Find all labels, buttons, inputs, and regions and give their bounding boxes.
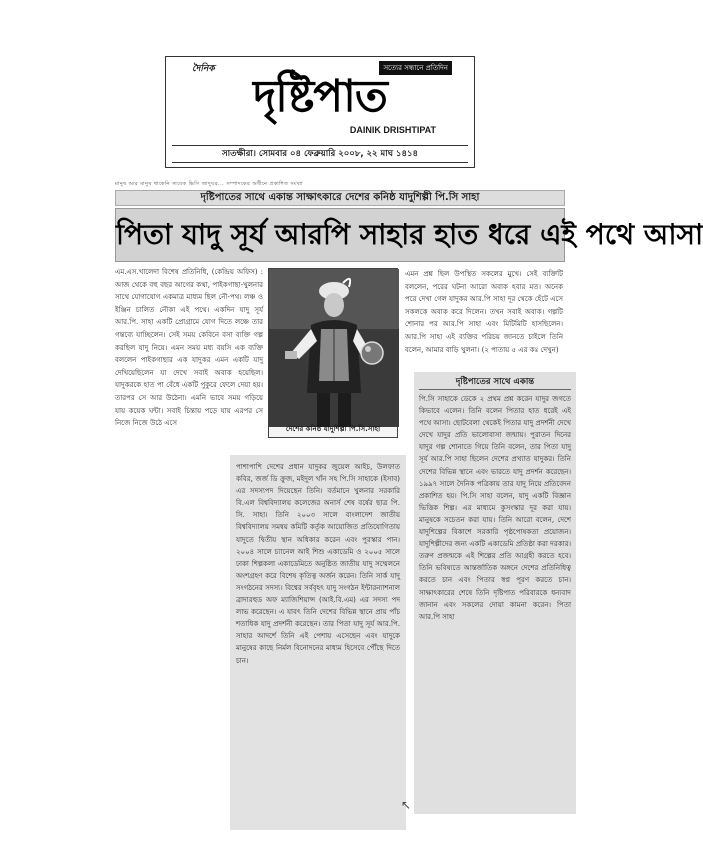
dateline: সাতক্ষীরা। সোমবার ০৪ ফেব্রুয়ারি ২০০৮, ২২ মাঘ ১৪১৪ — [172, 145, 468, 163]
continuation-column — [230, 455, 406, 830]
interview-box-text: পি.সি সাহাকে ডেকে ২ প্রথম প্রশ্ন করেন যাদুর জগতে কিভাবে এলেন। তিনি বলেন পিতার হাত ধরেই এই পথে আসা। ছোটবেলা থেকেই পিতার যাদু প্রদর্শনী দেখে দেখে যাদুর প্রতি ভালোবাসা জন্মায়। পুরাতন দিনের যাদুর গল্প শোনাতে গিয়ে তিনি বলেন, তার পিতা যাদু সূর্য আর.পি সাহা ছিলেন দেশের প্রখ্যাত যাদুকর। তিনি দেশের বিভিন্ন স্থানে এবং ভারতে যাদু প্রদর্শন করেছেন। ১৯৯৭ সালে দৈনিক পত্রিকায় তার যাদু নিয়ে প্রতিবেদন প্রকাশিত হয়। পি.সি সাহা বলেন, যাদু একটি বিজ্ঞান ভিত্তিক শিল্প। এর মাধ্যমে কুসংস্কার দূর করা যায়। মানুষকে সচেতন করা যায়। তিনি আরো বলেন, দেশে যাদুশিল্পের বিকাশে সরকারি পৃষ্ঠপোষকতা প্রয়োজন। যাদুশিল্পীদের জন্য একটি একাডেমি প্রতিষ্ঠা করা দরকার। তরুণ প্রজন্মকে এই শিল্পের প্রতি আগ্রহী করতে হবে। তিনি ভবিষ্যতে আন্তর্জাতিক অঙ্গনে দেশের প্রতিনিধিত্ব করতে চান এবং পিতার স্বপ্ন পূরণ করতে চান। সাক্ষাৎকারের শেষে তিনি দৃষ্টিপাত পরিবারকে ধন্যবাদ জানান এবং সকলের দোয়া কামনা করেন। পিতা আর.পি সাহা — [419, 395, 571, 621]
corner-mark-icon: ↖ — [401, 798, 412, 812]
article-kicker: দৃষ্টিপাতের সাথে একান্ত সাক্ষাৎকারে দেশের কনিষ্ঠ যাদুশিল্পী পি.সি সাহা — [115, 190, 565, 206]
newspaper-title: দৃষ্টিপাত — [253, 71, 387, 122]
masthead — [165, 56, 475, 168]
article-headline: পিতা যাদু সূর্য আরপি সাহার হাত ধরে এই পথে আসা — [115, 208, 565, 262]
photo-caption: দেশের কনিষ্ঠ যাদুশিল্পী পি.সি.সাহা — [285, 425, 381, 433]
article-column-left: এম.এস.খালেদা বিশেষ প্রতিনিধি, (কেন্দ্রিয় অফিস) : আজ থেকে বহু বছর আগের কথা, পাইকগাছা-খুলনার সাথে যোগাযোগ একমাত্র মাধ্যম ছিল নৌ-পথ। লঞ্চ ও ইঞ্জিন চালিত নৌকা এই পথে। একদিন যাদু সূর্য আর.পি. সাহা একটি প্রোগ্রামে যোগ দিতে লঞ্চে তার গন্তব্যে যাচ্ছিলেন। সেই সময় কেবিনে বসা ব্যক্তি গল্প করছিল যাদু নিয়ে। এমন সময় মধ্য বয়সি এক ব্যক্তি বললেন পাইকগাছার এক যাদুকর এমন একটি যাদু দেখিয়েছিলেন যা দেখে সবাই অবাক হয়েছিল। যাদুকরকে হাত পা বেঁধে একটি পুকুরে ফেলে দেয়া হয়। তারপর সে আর উঠেনা। এমনি ভাবে সময় গড়িয়ে যায় কয়েক ঘন্টা। সবাই চিন্তায় পড়ে যায় এরপর সে নিজে নিজে উঠে এসে — [115, 268, 263, 428]
continuation-text: পাশাপাশি দেশের প্রধান যাদুকর জুয়েল আইচ, উলফাত কবির, জর্জ ডি ক্রুজ, মইদুল খাঁন সহ পি.সি সাহাকে (ইসাব) এর সদস্যপদ দিয়েছেন তিনি। বর্তমানে খুলনার সরকারি বি.এল বিশ্ববিদ্যালয় কলেজের অনার্স শেষ বর্ষের ছাত্র পি. সি. সাহা। তিনি ২০০৩ সালে বাংলাদেশ জাতীয় বিশ্ববিদ্যালয় সমন্বয় কমিটি কর্তৃক আয়োজিত প্রতিযোগিতায় যাদুতে দ্বিতীয় স্থান অধিকার করেন এবং পুরস্কার পান। ২০০৪ সালে চ্যানেল আই শিশু একাডেমি ও ২০০৫ সালে ঢাকা শিল্পকলা একাডেমিতে অনুষ্ঠিত জাতীয় যাদু সম্মেলনে অংশগ্রহণ করে বিশেষ কৃতিত্ব অর্জন করেন। তিনি সার্ক যাদু সংগঠনের সদস্য। বিশ্বের সর্ববৃহৎ যাদু সংগঠন ইন্টারন্যাশনাল ব্রাদারহুড অফ ম্যাজিশিয়ান্স (আই.বি.এম) এর সদস্য পদ লাভ করেছেন। এ যাবৎ তিনি দেশের বিভিন্ন স্থানে প্রায় পাঁচ শতাধিক যাদু প্রদর্শনী করেছেন। তার পিতা যাদু সূর্য আর.পি. সাহার আদর্শে তিনি এই পেশায় এসেছেন এবং যাদুকে মানুষের কাছে নির্মল বিনোদনের মাধ্যম হিসেবে পৌঁছে দিতে চান। — [236, 463, 400, 665]
photo-frame — [268, 268, 398, 438]
newspaper-english-title: DAINIK DRISHTIPAT — [349, 125, 436, 135]
masthead-tagline: সত্যের সন্ধানে প্রতিদিন — [379, 61, 452, 75]
top-strip-text: মানুষ আর মানুষ থাকেনি সাবেক ভিসি জাদুঘর... সম্পাদকের অধীনে প্রকাশিত সংখ্যা — [115, 181, 304, 187]
interview-box — [414, 372, 576, 814]
article-column-right: এমন প্রশ্ন ছিল উপস্থিত সকলের মুখে। সেই ব্যক্তিটি বললেন, পরের ঘটনা আরো অবাক হবার মত। অনেক পরে দেখা গেল যাদুকর আর.পি সাহা দূর থেকে হেঁটে এসে সকলকে অবাক করে দিলেন। তখন সবাই অবাক। গল্পটি শোনার পর আর.পি সাহা এবং মিটিমিটি হাসছিলেন। আর.পি সাহা এই ব্যক্তির পরিচয় জানতে চাইলে তিনি বলেন, আমার বাড়ি খুলনা। (২ পাতায় ৫ এর কঃ দেখুন) — [405, 270, 563, 354]
magician-photo — [269, 269, 399, 427]
interview-box-title: দৃষ্টিপাতের সাথে একান্ত — [419, 375, 571, 390]
masthead-daily-label: দৈনিক — [192, 64, 215, 74]
